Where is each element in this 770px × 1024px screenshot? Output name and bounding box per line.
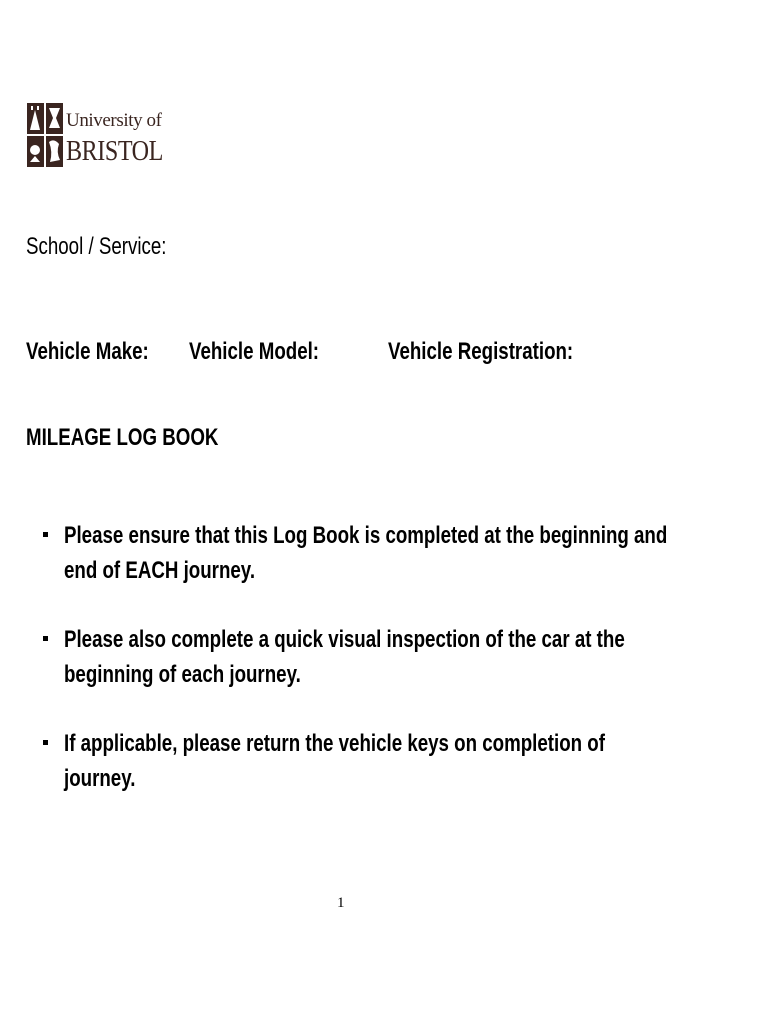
list-item	[26, 726, 746, 830]
vehicle-make-label: Vehicle Make:	[26, 338, 149, 365]
school-service-label: School / Service:	[26, 233, 167, 260]
logo-text-line1: University of	[66, 110, 162, 131]
list-item	[26, 518, 746, 622]
instruction-text: Please also complete a quick visual inspection of the car at the beginning of each journey.	[64, 626, 625, 688]
bullet-icon	[43, 740, 48, 745]
crest-icon	[26, 102, 64, 168]
vehicle-registration-label: Vehicle Registration:	[388, 338, 574, 365]
page-number: 1	[337, 895, 345, 911]
document-title: MILEAGE LOG BOOK	[26, 424, 219, 451]
bullet-icon	[43, 636, 48, 641]
logo-text-line2: BRISTOL	[66, 136, 163, 167]
instruction-text: Please ensure that this Log Book is completed at the beginning and end of EACH journey.	[64, 522, 668, 584]
university-logo	[26, 102, 166, 170]
bullet-icon	[43, 532, 48, 537]
vehicle-model-label: Vehicle Model:	[189, 338, 320, 365]
instruction-text: If applicable, please return the vehicle keys on completion of journey.	[64, 730, 605, 792]
instructions-list	[26, 518, 746, 830]
list-item	[26, 622, 746, 726]
